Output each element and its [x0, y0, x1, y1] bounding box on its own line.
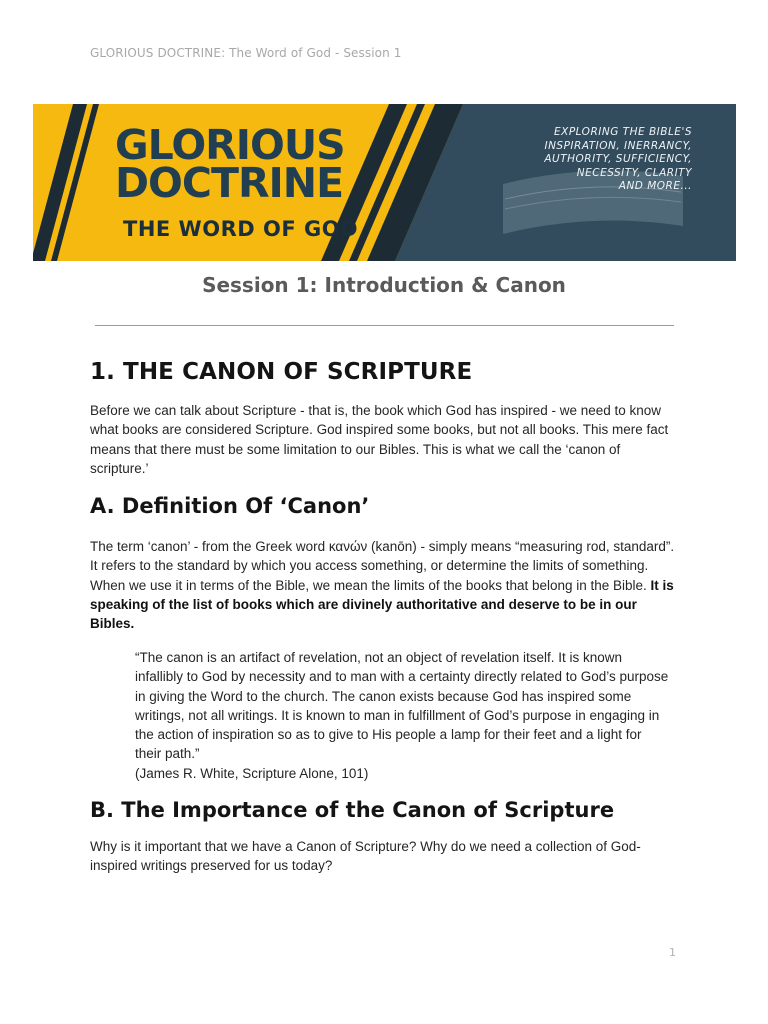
tagline-line: AND MORE...: [618, 180, 692, 193]
tagline-line: NECESSITY, CLARITY: [576, 166, 692, 179]
banner-title-line2: DOCTRINE: [115, 159, 344, 207]
running-header: GLORIOUS DOCTRINE: The Word of God - Session 1: [90, 46, 402, 60]
sectionA-paragraph: [90, 537, 680, 633]
banner-tagline: [502, 126, 692, 194]
banner-title: [115, 121, 345, 207]
block-quote: [135, 648, 670, 783]
sectionB-heading: B. The Importance of the Canon of Scripture: [90, 798, 615, 822]
section1-heading: 1. THE CANON OF SCRIPTURE: [90, 359, 473, 385]
sectionA-paragraph-text: The term ‘canon’ - from the Greek word κανών (kanōn) - simply means “measuring rod, standard”. It refers to the standard by which you access something, or determine the limits of something. When we use it in terms of the Bible, we mean the limits of the books that belong in the Bible.: [90, 539, 675, 593]
banner-title-line1: GLORIOUS: [115, 121, 345, 169]
quote-citation: (James R. White, Scripture Alone, 101): [135, 765, 369, 781]
session-title: Session 1: Introduction & Canon: [202, 273, 566, 297]
page-number: 1: [669, 946, 676, 959]
banner: [33, 104, 736, 261]
divider: [95, 325, 674, 326]
sectionA-paragraph-emphasis: It is speaking of the list of books which are divinely authoritative and deserve to be in our Bibles.: [90, 577, 674, 632]
tagline-line: EXPLORING THE BIBLE'S: [554, 126, 692, 138]
tagline-line: INSPIRATION, INERRANCY,: [544, 139, 692, 152]
sectionB-paragraph: Why is it important that we have a Canon of Scripture? Why do we need a collection of God-inspired writings preserved for us today?: [90, 839, 641, 874]
tagline-line: AUTHORITY, SUFFICIENCY,: [544, 153, 692, 166]
banner-subtitle: THE WORD OF GOD: [123, 217, 359, 241]
quote-text: “The canon is an artifact of revelation, not an object of revelation itself. It is known infallibly to God by necessity and to man with a certainty directly related to God’s purpose in giving the Word to the church. The canon exists because God has inspired some writings, not all writings. It is known to man in fulfillment of God’s purpose in engaging in the action of inspiration so as to give to His people a lamp for their feet and a light for their path.”: [135, 650, 669, 762]
section1-paragraph: Before we can talk about Scripture - that is, the book which God has inspired - we need to know what books are considered Scripture. God inspired some books, but not all books. This mere fact means that there must be some limitation to our Bibles. This is what we call the ‘canon of scripture.’: [90, 403, 669, 476]
sectionA-heading: A. Definition Of ‘Canon’: [90, 494, 370, 518]
